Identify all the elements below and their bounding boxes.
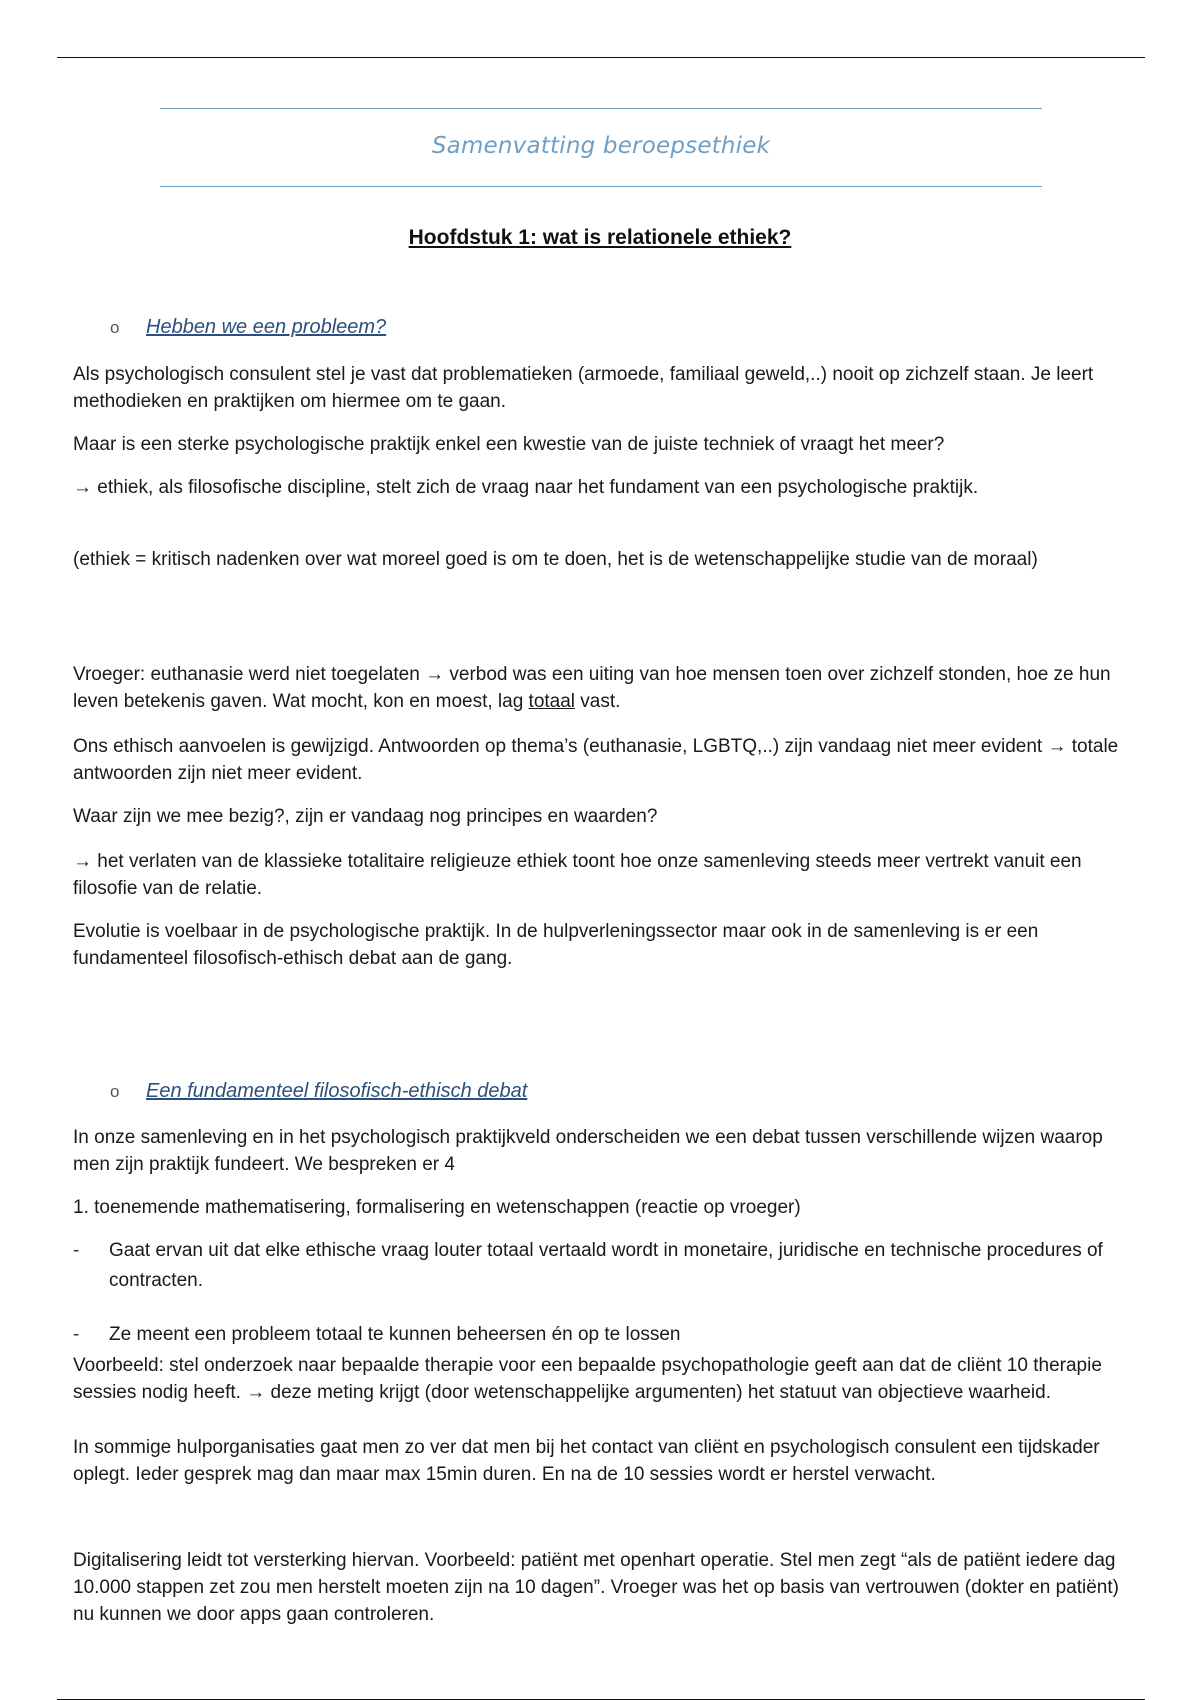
- paragraph: Digitalisering leidt tot versterking hiervan. Voorbeeld: patiënt met openhart operatie. Stel men zegt “als de patiënt iedere dag 10.000 stappen zet zou men herstelt moeten zijn na 10 dagen”. Vroeger was het op basis van vertrouwen (dokter en patiënt) nu kunnen we door apps gaan controleren.: [73, 1550, 1119, 1625]
- list-item-text: Ze meent een probleem totaal te kunnen beheersen én op te lossen: [109, 1324, 681, 1345]
- circle-bullet-icon: o: [110, 318, 120, 337]
- paragraph: (ethiek = kritisch nadenken over wat moreel goed is om te doen, het is de wetenschappelijke studie van de moraal): [73, 549, 1038, 570]
- paragraph: In sommige hulporganisaties gaat men zo ver dat men bij het contact van cliënt en psychologisch consulent een tijdskader oplegt. Ieder gesprek mag dan maar max 15min duren. En na de 10 sessies wordt er herstel verwacht.: [73, 1437, 1100, 1485]
- document-title: Samenvatting beroepsethiek: [431, 133, 771, 159]
- title-top-line: [160, 108, 1042, 109]
- section-title: Een fundamenteel filosofisch-ethisch debat: [146, 1080, 528, 1102]
- paragraph: Maar is een sterke psychologische praktijk enkel een kwestie van de juiste techniek of vraagt het meer?: [73, 434, 945, 455]
- paragraph: [73, 661, 1133, 715]
- list-item-text: Gaat ervan uit dat elke ethische vraag louter totaal vertaald wordt in monetaire, juridische en technische procedures of contracten.: [109, 1240, 1103, 1291]
- underlined-word: totaal: [528, 691, 576, 712]
- paragraph: Als psychologisch consulent stel je vast dat problematieken (armoede, familiaal geweld,..) nooit op zichzelf staan. Je leert methodieken en praktijken om hiermee om te gaan.: [73, 364, 1094, 412]
- paragraph: → ethiek, als filosofische discipline, stelt zich de vraag naar het fundament van een psychologische praktijk.: [73, 477, 979, 498]
- dash-bullet-icon: -: [73, 1324, 80, 1345]
- paragraph: Ons ethisch aanvoelen is gewijzigd. Antwoorden op thema’s (euthanasie, LGBTQ,..) zijn vandaag niet meer evident → totale antwoorden zijn niet meer evident.: [73, 736, 1119, 784]
- paragraph: Voorbeeld: stel onderzoek naar bepaalde therapie voor een bepaalde psychopathologie geeft aan dat de cliënt 10 therapie sessies nodig heeft. → deze meting krijgt (door wetenschappelijke argumenten) het statuut van objectieve waarheid.: [73, 1355, 1102, 1403]
- chapter-heading: Hoofdstuk 1: wat is relationele ethiek?: [408, 226, 792, 249]
- paragraph: 1. toenemende mathematisering, formalisering en wetenschappen (reactie op vroeger): [73, 1197, 801, 1218]
- circle-bullet-icon: o: [110, 1082, 120, 1101]
- section-title: Hebben we een probleem?: [146, 316, 387, 338]
- section-heading-2: [110, 1080, 527, 1103]
- text-run: Vroeger: euthanasie werd niet toegelaten → verbod was een uiting van hoe mensen toen over zichzelf stonden, hoe ze hun leven betekenis gaven. Wat mocht, kon en moest, lag: [73, 664, 1111, 712]
- title-bottom-line: [160, 186, 1042, 187]
- paragraph: → het verlaten van de klassieke totalitaire religieuze ethiek toont hoe onze samenleving steeds meer vertrekt vanuit een filosofie van de relatie.: [73, 851, 1082, 899]
- text-run: vast.: [575, 691, 621, 712]
- paragraph: Waar zijn we mee bezig?, zijn er vandaag nog principes en waarden?: [73, 806, 658, 827]
- dash-list-item: [73, 1236, 1138, 1298]
- paragraph: In onze samenleving en in het psychologisch praktijkveld onderscheiden we een debat tussen verschillende wijzen waarop men zijn praktijk fundeert. We bespreken er 4: [73, 1127, 1103, 1175]
- section-heading-1: [110, 316, 386, 339]
- page-top-rule: [57, 57, 1145, 58]
- title-block: [160, 108, 1042, 188]
- dash-bullet-icon: -: [73, 1240, 80, 1261]
- dash-list-item: [73, 1320, 1138, 1350]
- paragraph: Evolutie is voelbaar in de psychologische praktijk. In de hulpverleningssector maar ook in de samenleving is er een fundamenteel filosofisch-ethisch debat aan de gang.: [73, 921, 1039, 969]
